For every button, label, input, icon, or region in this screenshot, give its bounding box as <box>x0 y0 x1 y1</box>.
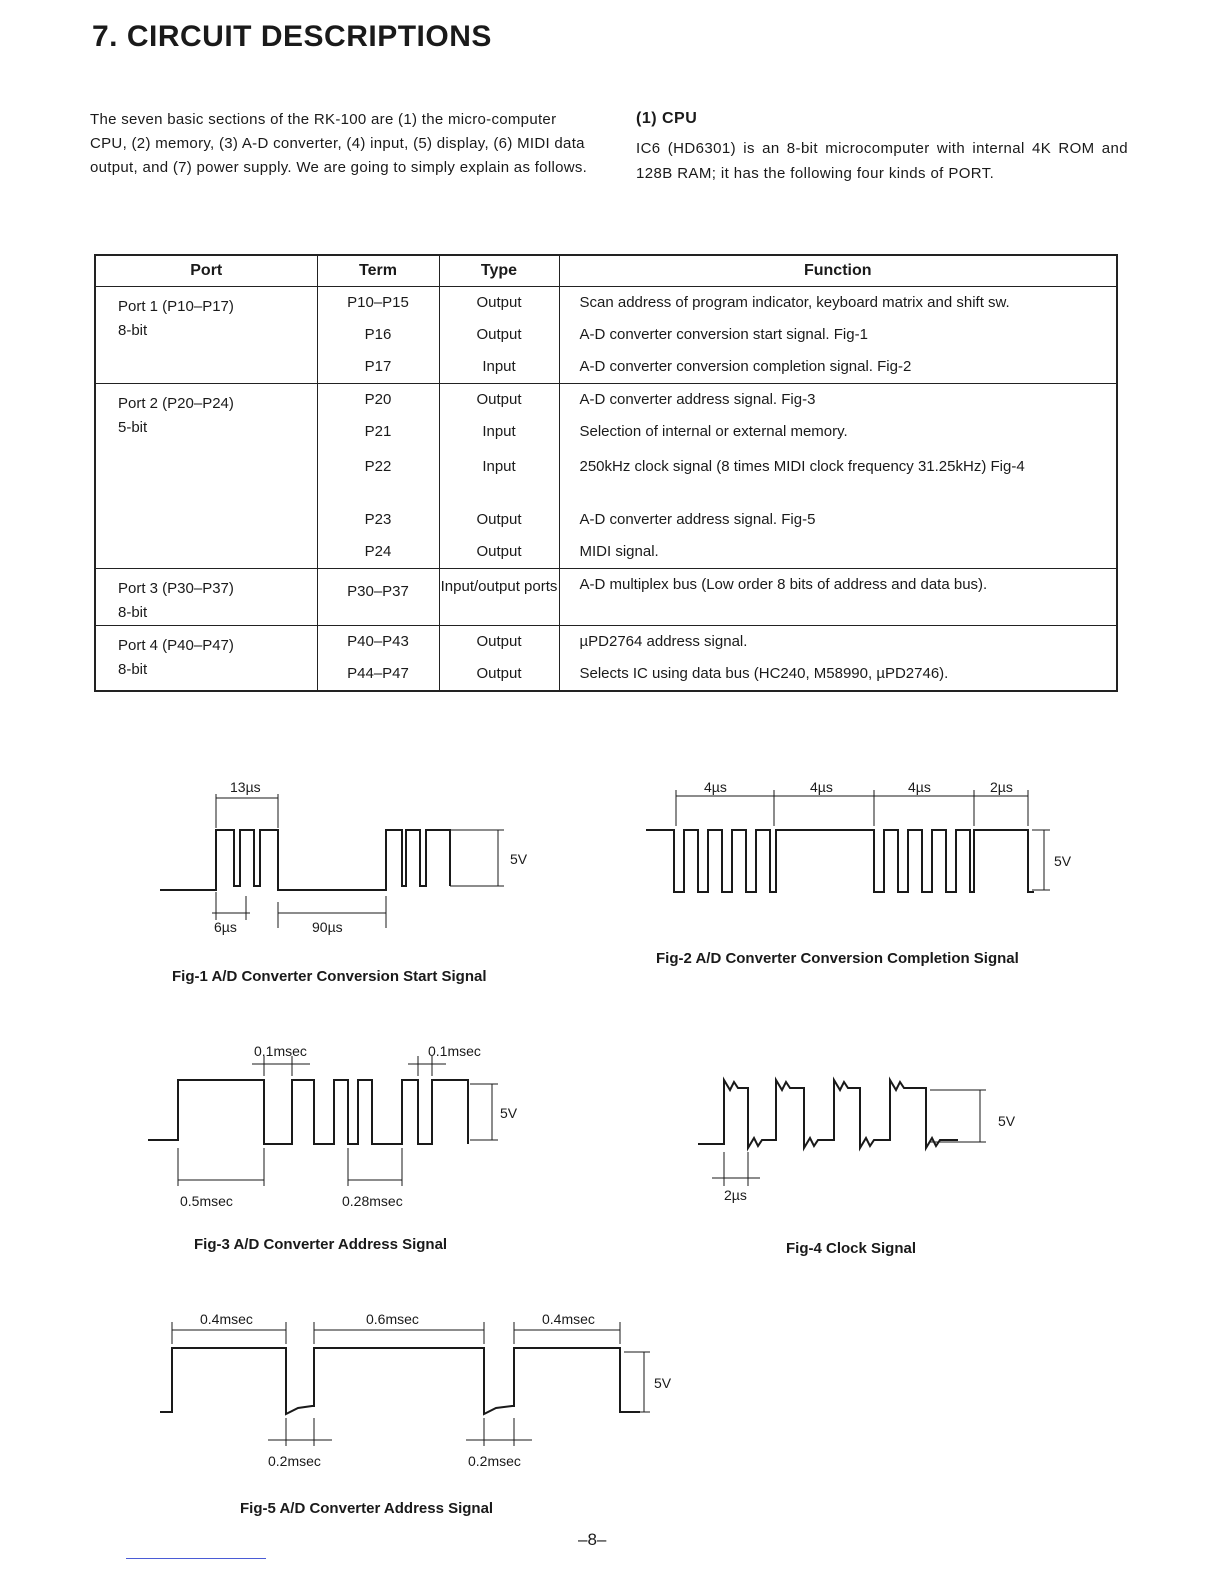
header-port: Port <box>95 255 317 287</box>
port-name: Port 3 (P30–P37) <box>118 580 234 597</box>
function-value: Selects IC using data bus (HC240, M58990, µPD2746). <box>579 665 949 682</box>
function-cell <box>559 626 1117 692</box>
figure-2 <box>640 770 1100 920</box>
figure-5-waveform <box>150 1300 690 1480</box>
fig3-caption: Fig-3 A/D Converter Address Signal <box>194 1236 448 1253</box>
function-value: µPD2764 address signal. <box>579 633 748 650</box>
function-value: 250kHz clock signal (8 times MIDI clock frequency 31.25kHz) Fig-4 <box>579 458 1025 475</box>
table-row <box>95 384 1117 569</box>
fig2-label: 4µs <box>908 779 931 795</box>
term-value: P20 <box>364 391 392 408</box>
term-value: P21 <box>364 423 392 440</box>
fig1-label: 90µs <box>312 919 343 935</box>
type-value: Input <box>482 423 516 440</box>
port-name: Port 4 (P40–P47) <box>118 637 234 654</box>
function-cell <box>559 287 1117 384</box>
fig5-caption: Fig-5 A/D Converter Address Signal <box>240 1500 494 1517</box>
type-cell <box>439 287 559 384</box>
port-cell <box>95 287 317 384</box>
port-bits: 5-bit <box>118 419 148 436</box>
term-value: P16 <box>364 326 392 343</box>
type-value: Input/output ports <box>440 578 558 595</box>
term-value: P30–P37 <box>347 583 409 600</box>
type-value: Output <box>476 511 522 528</box>
function-value: A-D converter conversion completion signal. Fig-2 <box>579 358 912 375</box>
function-cell <box>559 569 1117 626</box>
fig2-label: 4µs <box>810 779 833 795</box>
fig4-caption: Fig-4 Clock Signal <box>786 1240 917 1257</box>
fig2-label: 4µs <box>704 779 727 795</box>
port-table-header <box>95 255 1117 287</box>
term-value: P10–P15 <box>347 294 409 311</box>
fig5-label: 5V <box>654 1375 672 1391</box>
header-term: Term <box>317 255 439 287</box>
function-cell <box>559 384 1117 569</box>
port-cell <box>95 569 317 626</box>
figure-3-waveform <box>140 1040 540 1220</box>
header-function: Function <box>559 255 1117 287</box>
fig2-label: 5V <box>1054 853 1072 869</box>
figure-1 <box>150 770 550 950</box>
cpu-paragraph: IC6 (HD6301) is an 8-bit microcomputer with internal 4K ROM and 128B RAM; it has the following four kinds of PORT. <box>636 140 1128 182</box>
term-value: P44–P47 <box>347 665 409 682</box>
type-cell <box>439 569 559 626</box>
port-bits: 8-bit <box>118 322 148 339</box>
figure-4-waveform <box>690 1060 1050 1210</box>
function-value: Scan address of program indicator, keyboard matrix and shift sw. <box>579 294 1010 311</box>
term-value: P24 <box>364 543 392 560</box>
fig3-label: 0.5msec <box>180 1193 233 1209</box>
figure-1-waveform <box>150 770 550 950</box>
type-value: Output <box>476 633 522 650</box>
figure-5 <box>150 1300 690 1480</box>
type-value: Output <box>476 543 522 560</box>
function-value: Selection of internal or external memory. <box>579 423 848 440</box>
table-row <box>95 626 1117 692</box>
function-value: A-D converter conversion start signal. Fig-1 <box>579 326 868 343</box>
fig5-label: 0.4msec <box>200 1311 253 1327</box>
type-value: Output <box>476 326 522 343</box>
table-row <box>95 569 1117 626</box>
fig2-label: 2µs <box>990 779 1013 795</box>
figure-4 <box>690 1060 1050 1210</box>
term-cell <box>317 626 439 692</box>
term-cell <box>317 384 439 569</box>
fig3-label: 0.28msec <box>342 1193 403 1209</box>
fig3-label: 0.1msec <box>254 1043 307 1059</box>
function-value: A-D converter address signal. Fig-5 <box>579 511 816 528</box>
fig1-label: 5V <box>510 851 528 867</box>
port-cell <box>95 384 317 569</box>
port-cell <box>95 626 317 692</box>
section-heading: 7. CIRCUIT DESCRIPTIONS <box>92 20 492 53</box>
footer-rule <box>126 1558 266 1559</box>
function-value: A-D multiplex bus (Low order 8 bits of address and data bus). <box>579 576 988 593</box>
fig3-label: 0.1msec <box>428 1043 481 1059</box>
type-value: Output <box>476 294 522 311</box>
cpu-subheading: (1) CPU <box>636 110 698 127</box>
fig5-label: 0.2msec <box>468 1453 521 1469</box>
type-value: Input <box>482 458 516 475</box>
fig1-label: 6µs <box>214 919 237 935</box>
fig5-label: 0.4msec <box>542 1311 595 1327</box>
term-cell <box>317 287 439 384</box>
port-name: Port 1 (P10–P17) <box>118 298 234 315</box>
type-value: Output <box>476 665 522 682</box>
table-row <box>95 287 1117 384</box>
fig5-label: 0.2msec <box>268 1453 321 1469</box>
page-number: –8– <box>578 1530 607 1549</box>
type-value: Input <box>482 358 516 375</box>
fig4-label: 2µs <box>724 1187 747 1203</box>
type-cell <box>439 384 559 569</box>
type-value: Output <box>476 391 522 408</box>
fig2-caption: Fig-2 A/D Converter Conversion Completion Signal <box>656 950 1019 967</box>
term-value: P22 <box>364 458 392 475</box>
type-cell <box>439 626 559 692</box>
header-type: Type <box>439 255 559 287</box>
fig1-caption: Fig-1 A/D Converter Conversion Start Signal <box>172 968 487 985</box>
port-bits: 8-bit <box>118 604 148 621</box>
fig4-label: 5V <box>998 1113 1016 1129</box>
function-value: A-D converter address signal. Fig-3 <box>579 391 816 408</box>
fig3-label: 5V <box>500 1105 518 1121</box>
intro-paragraph: The seven basic sections of the RK-100 are (1) the micro-computer CPU, (2) memory, (3) A-D converter, (4) input, (5) display, (6) MIDI data output, and (7) power supply. We are going to simply explain as follows. <box>90 111 588 176</box>
figure-3 <box>140 1040 540 1220</box>
fig1-label: 13µs <box>230 779 261 795</box>
figure-2-waveform <box>640 770 1100 920</box>
fig5-label: 0.6msec <box>366 1311 419 1327</box>
function-value: MIDI signal. <box>579 543 659 560</box>
port-bits: 8-bit <box>118 661 148 678</box>
term-cell <box>317 569 439 626</box>
term-value: P23 <box>364 511 392 528</box>
term-value: P17 <box>364 358 392 375</box>
port-name: Port 2 (P20–P24) <box>118 395 234 412</box>
port-table <box>94 254 1118 692</box>
term-value: P40–P43 <box>347 633 409 650</box>
